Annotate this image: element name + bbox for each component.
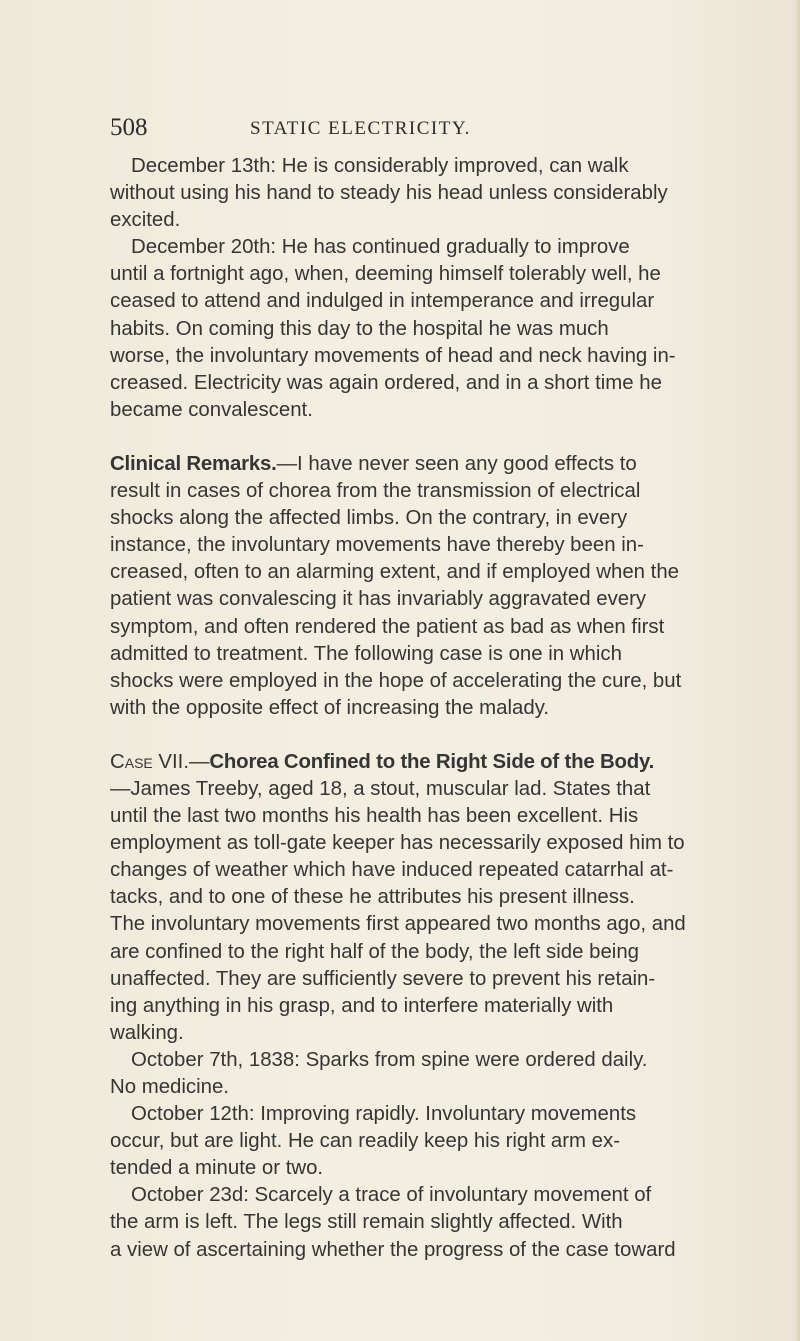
text-line: a view of ascertaining whether the progress of the case toward (110, 1238, 676, 1261)
case-heading: Chorea Confined to the Right Side of the Body. (209, 750, 655, 773)
text-line: creased, often to an alarming extent, and if employed when the (110, 561, 680, 584)
text-line: changes of weather which have induced repeated catarrhal at- (110, 859, 674, 882)
text-line: are confined to the right half of the body, the left side being (110, 940, 640, 963)
paragraph-october-23d (110, 1182, 800, 1263)
text-line: tended a minute or two. (110, 1157, 324, 1180)
paragraph-case-vii (110, 749, 800, 1047)
page-number: 508 (110, 114, 148, 141)
text-line: occur, but are light. He can readily keep his right arm ex- (110, 1130, 621, 1153)
text-line: without using his hand to steady his head unless considerably (110, 182, 668, 205)
text-line (110, 749, 800, 776)
text-line: The involuntary movements first appeared two months ago, and (110, 913, 686, 936)
text-line: excited. (110, 209, 181, 232)
paragraph-december-20th (110, 234, 800, 424)
text-line: admitted to treatment. The following case is one in which (110, 642, 622, 665)
paragraph-december-13th (110, 153, 800, 234)
text-line: worse, the involuntary movements of head and neck having in- (110, 344, 676, 367)
paragraph-spacer (110, 722, 800, 749)
text-line: with the opposite effect of increasing the malady. (110, 696, 550, 719)
text-line: ing anything in his grasp, and to interfere materially with (110, 994, 614, 1017)
text-line: until a fortnight ago, when, deeming himself tolerably well, he (110, 263, 661, 286)
text-line: employment as toll-gate keeper has necessarily exposed him to (110, 832, 685, 855)
paragraph-october-7th (110, 1047, 800, 1101)
text-line: result in cases of chorea from the transmission of electrical (110, 480, 641, 503)
text-line: tacks, and to one of these he attributes his present illness. (110, 886, 635, 909)
text-line: creased. Electricity was again ordered, and in a short time he (110, 371, 662, 394)
text-line: ceased to attend and indulged in intemperance and irregular (110, 290, 655, 313)
page-header (110, 114, 710, 148)
text-line: the arm is left. The legs still remain slightly affected. With (110, 1211, 623, 1234)
paragraph-clinical-remarks (110, 451, 800, 722)
text-line: walking. (110, 1021, 184, 1044)
text-line: unaffected. They are sufficiently severe to prevent his retain- (110, 967, 656, 990)
text-line: instance, the involuntary movements have thereby been in- (110, 534, 644, 557)
dash: — (189, 750, 210, 773)
text-line: December 13th: He is considerably improved, can walk (131, 155, 629, 177)
text-line: October 7th, 1838: Sparks from spine were ordered daily. (131, 1048, 648, 1071)
body-text (110, 153, 800, 1264)
text-line: shocks were employed in the hope of accelerating the cure, but (110, 669, 682, 692)
text-line: shocks along the affected limbs. On the contrary, in every (110, 507, 628, 530)
text-line: until the last two months his health has been excellent. His (110, 805, 639, 828)
text-line (110, 451, 800, 478)
text-line: became convalescent. (110, 398, 313, 421)
paragraph-october-12th (110, 1101, 800, 1182)
running-head: STATIC ELECTRICITY. (250, 118, 471, 139)
paragraph-spacer (110, 424, 800, 451)
text-line: —James Treeby, aged 18, a stout, muscular lad. States that (110, 777, 651, 800)
section-heading-clinical-remarks: Clinical Remarks. (110, 452, 277, 475)
text-line: No medicine. (110, 1076, 229, 1098)
text-line-rest: —I have never seen any good effects to (276, 452, 637, 475)
case-label: Case VII. (110, 750, 190, 773)
text-line: habits. On coming this day to the hospital he was much (110, 317, 609, 340)
text-line: December 20th: He has continued gradually to improve (131, 236, 630, 259)
text-line: patient was convalescing it has invariably aggravated every (110, 588, 647, 611)
text-line: October 12th: Improving rapidly. Involuntary movements (131, 1103, 637, 1126)
text-line: October 23d: Scarcely a trace of involuntary movement of (131, 1184, 652, 1207)
text-line: symptom, and often rendered the patient as bad as when first (110, 615, 665, 638)
